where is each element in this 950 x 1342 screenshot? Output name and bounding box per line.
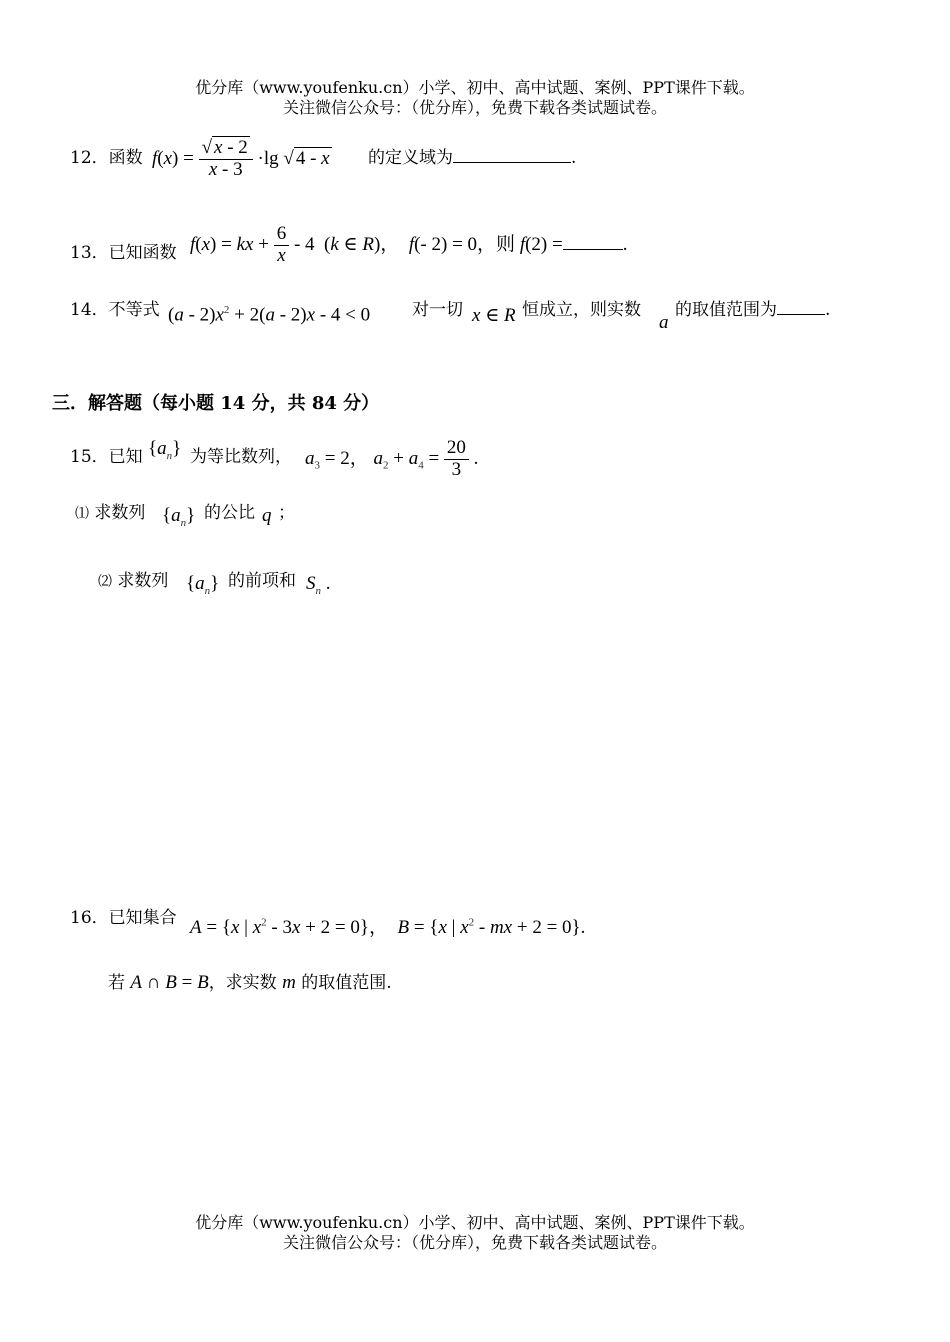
q14-text-2: 恒成立，则实数 [522, 300, 641, 320]
q15-part2: ⑵ 求数列 [98, 571, 169, 591]
q14-formula-inequality: $(a - 2)x^2 + 2(a - 2)x - 4 < 0$ [168, 304, 371, 326]
q15-part2-sn: $S_n$ . [306, 573, 331, 597]
q15-formula-sequence: $\{a_n\}$ [148, 438, 182, 462]
q14-variable-a: a [659, 312, 669, 333]
page-footer-line2: 关注微信公众号：（优分库），免费下载各类试题试卷。 [282, 1233, 667, 1252]
answer-blank [777, 298, 825, 315]
question-16: 16．已知集合 [70, 908, 177, 928]
page-header-line2: 关注微信公众号：（优分库），免费下载各类试题试卷。 [282, 98, 667, 117]
q15-part1-sequence: $\{a_n\}$ [162, 505, 196, 529]
answer-blank [453, 146, 571, 163]
question-number: 12． [70, 148, 109, 168]
question-12: 12．函数 [70, 148, 143, 168]
question-number: 13． [70, 243, 109, 263]
q12-text: 的定义域为 . [368, 148, 577, 168]
question-number: 16． [70, 908, 109, 928]
q14-text-3: 的取值范围为 . [675, 300, 831, 320]
q15-part1-end: ； [278, 503, 295, 523]
q15-text: 为等比数列， [190, 447, 292, 467]
question-14: 14．不等式 [70, 300, 160, 320]
question-13: 13．已知函数 [70, 243, 177, 263]
q15-part1-q: q [262, 505, 272, 526]
section-heading: 三．解答题（每小题 14 分，共 84 分） [52, 393, 380, 414]
q14-formula-domain: x ∈ R [472, 305, 516, 326]
q15-part2-sequence: $\{a_n\}$ [186, 573, 220, 597]
q15-part2-text: 的前项和 [228, 571, 296, 591]
q15-part1-text: 的公比 [204, 503, 255, 523]
page-header-line1: 优分库（www.youfenku.cn）小学、初中、高中试题、案例、PPT课件下载。 [195, 78, 755, 97]
q16-line2: 若 A ∩ B = B，求实数 m 的取值范围. [108, 972, 392, 993]
q14-text: 对一切 [412, 300, 463, 320]
question-number: 14． [70, 300, 109, 320]
q15-part1: ⑴ 求数列 [75, 503, 146, 523]
q13-formula: f(x) = kx + $\frac{6}{x}$ - 4 (k ∈ R)， f(- 2) = 0，则 f(2) = . [190, 223, 628, 266]
question-number: 15． [70, 447, 109, 467]
q12-formula: f(x) = $\frac{√ x - 2}{x - 3}$ ·lg √ 4 - x [152, 137, 330, 180]
answer-blank [563, 233, 623, 250]
q16-formula-sets: A = {x | $x^2 - 3x + 2 = 0$}， B = {x | $x^2$ - mx + 2 = 0}. [190, 916, 586, 938]
page-footer-line1: 优分库（www.youfenku.cn）小学、初中、高中试题、案例、PPT课件下载。 [195, 1213, 755, 1232]
q15-formula-conditions: $a_3 = 2$， $a_2 + a_4$ = $\frac{20}{3}$ . [305, 437, 479, 480]
question-15: 15．已知 [70, 447, 143, 467]
